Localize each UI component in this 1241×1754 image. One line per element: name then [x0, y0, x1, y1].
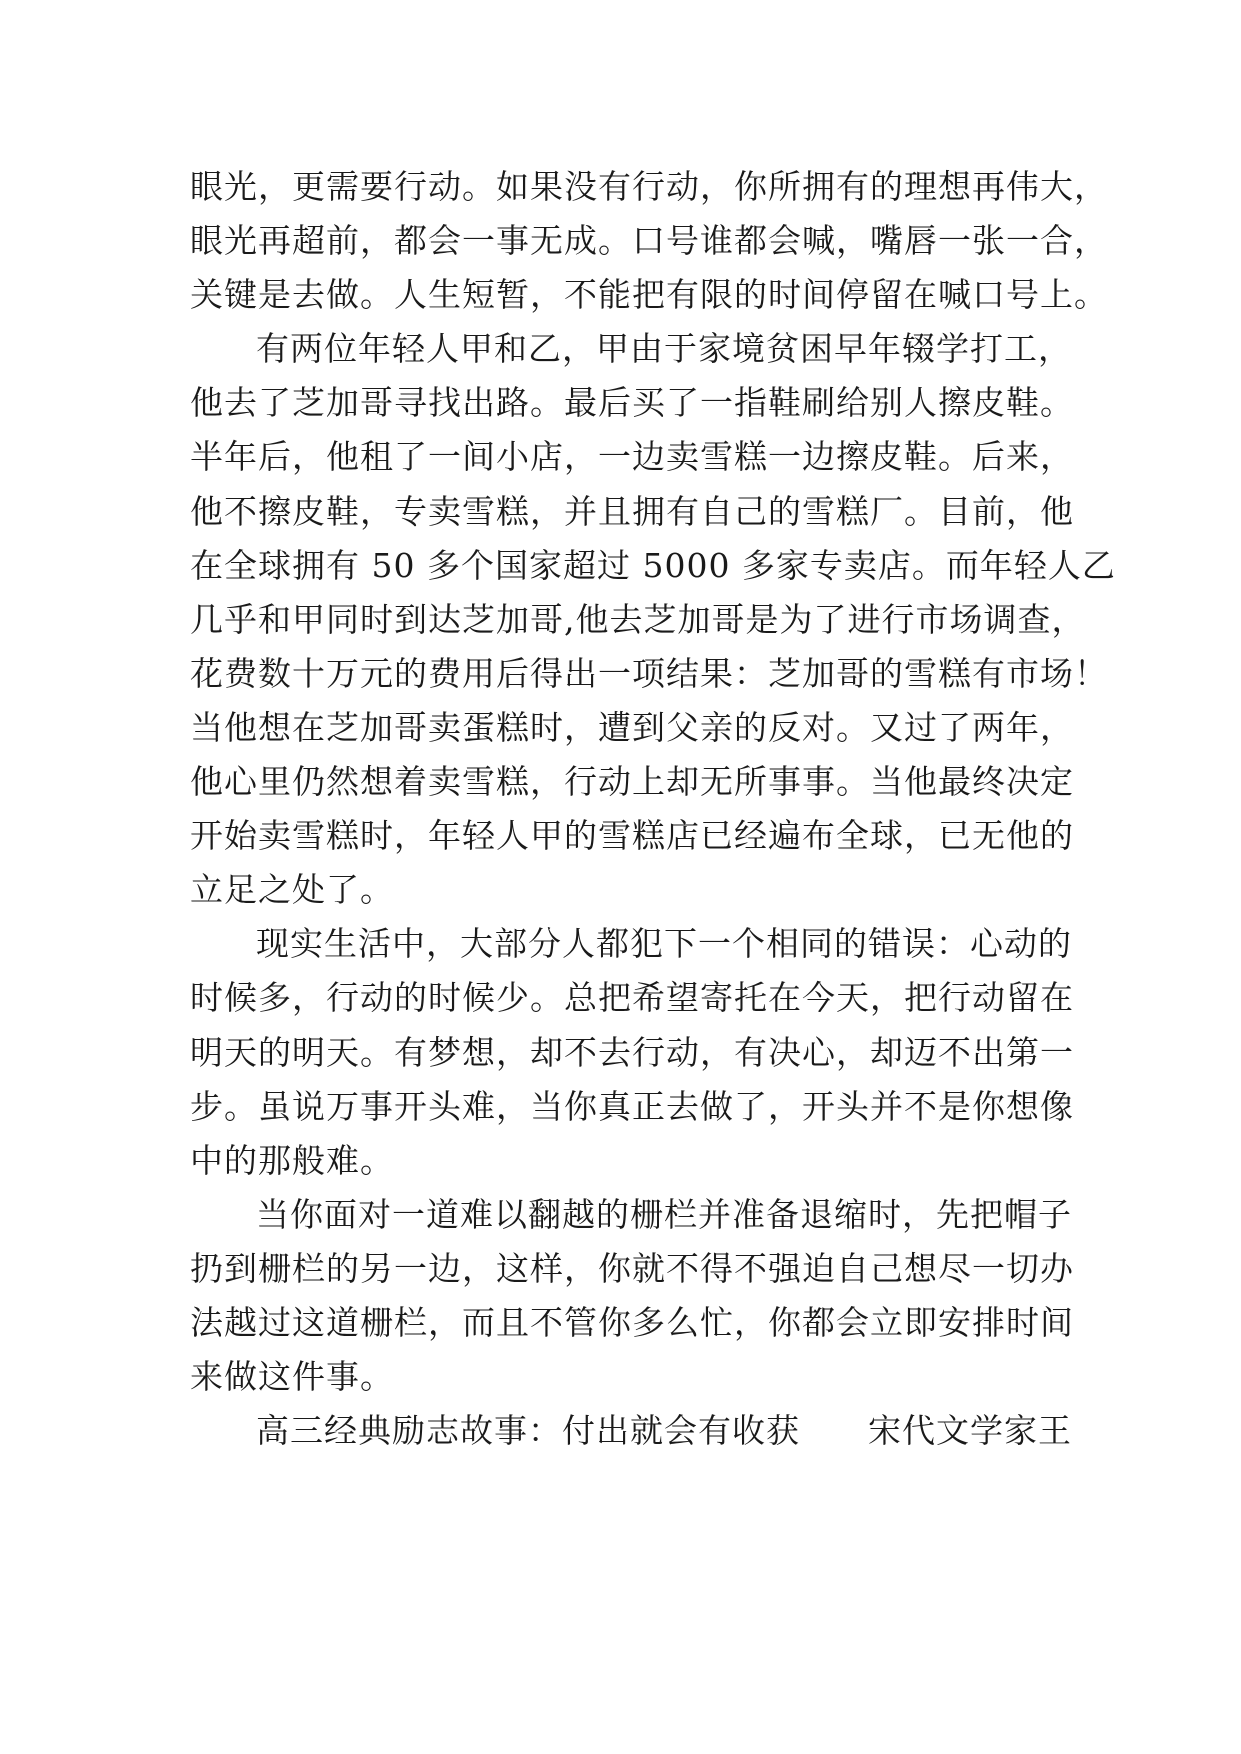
text-line: 几乎和甲同时到达芝加哥,他去芝加哥是为了进行市场调查，: [190, 599, 1086, 639]
text-line: 法越过这道栅栏，而且不管你多么忙，你都会立即安排时间: [190, 1302, 1074, 1342]
paragraph: [190, 917, 1074, 1187]
text-line: 关键是去做。人生短暂，不能把有限的时间停留在喊口号上。: [190, 275, 1108, 315]
text-line: 他去了芝加哥寻找出路。最后买了一指鞋刷给别人擦皮鞋。: [190, 383, 1074, 423]
text-line: 扔到栅栏的另一边，这样，你就不得不强迫自己想尽一切办: [190, 1248, 1074, 1288]
text-line: 当他想在芝加哥卖蛋糕时，遭到父亲的反对。又过了两年，: [190, 707, 1074, 747]
text-line: 半年后，他租了一间小店，一边卖雪糕一边擦皮鞋。后来，: [190, 437, 1074, 477]
text-line: 当你面对一道难以翻越的栅栏并准备退缩时，先把帽子: [256, 1194, 1072, 1234]
text-line: 眼光，更需要行动。如果没有行动，你所拥有的理想再伟大，: [190, 167, 1108, 206]
text-line: 来做这件事。: [190, 1357, 394, 1397]
text-line: 高三经典励志故事：付出就会有收获 宋代文学家王: [256, 1411, 1072, 1451]
text-line: 中的那般难。: [190, 1140, 394, 1180]
text-line: 他不擦皮鞋，专卖雪糕，并且拥有自己的雪糕厂。目前，他: [190, 491, 1074, 531]
text-line: 花费数十万元的费用后得出一项结果：芝加哥的雪糕有市场！: [190, 653, 1108, 693]
text-line: 立足之处了。: [190, 870, 394, 910]
paragraph: [190, 1404, 1072, 1458]
text-line: 他心里仍然想着卖雪糕，行动上却无所事事。当他最终决定: [190, 762, 1074, 802]
text-line: 时候多，行动的时候少。总把希望寄托在今天，把行动留在: [190, 978, 1074, 1018]
body-text: [190, 160, 1116, 1458]
text-line: 步。虽说万事开头难，当你真正去做了，开头并不是你想像: [190, 1086, 1074, 1126]
text-line: 有两位年轻人甲和乙，甲由于家境贫困早年辍学打工，: [256, 329, 1072, 369]
text-line: 开始卖雪糕时，年轻人甲的雪糕店已经遍布全球，已无他的: [190, 816, 1074, 856]
text-line: 明天的明天。有梦想，却不去行动，有决心，却迈不出第一: [190, 1032, 1074, 1072]
paragraph: [190, 1188, 1074, 1404]
text-line: 现实生活中，大部分人都犯下一个相同的错误：心动的: [256, 924, 1072, 964]
paragraph: [190, 322, 1116, 917]
text-line: 眼光再超前，都会一事无成。口号谁都会喊，嘴唇一张一合，: [190, 221, 1108, 261]
text-line: 在全球拥有 50 多个国家超过 5000 多家专卖店。而年轻人乙: [190, 545, 1116, 585]
paragraph: [190, 160, 1108, 322]
